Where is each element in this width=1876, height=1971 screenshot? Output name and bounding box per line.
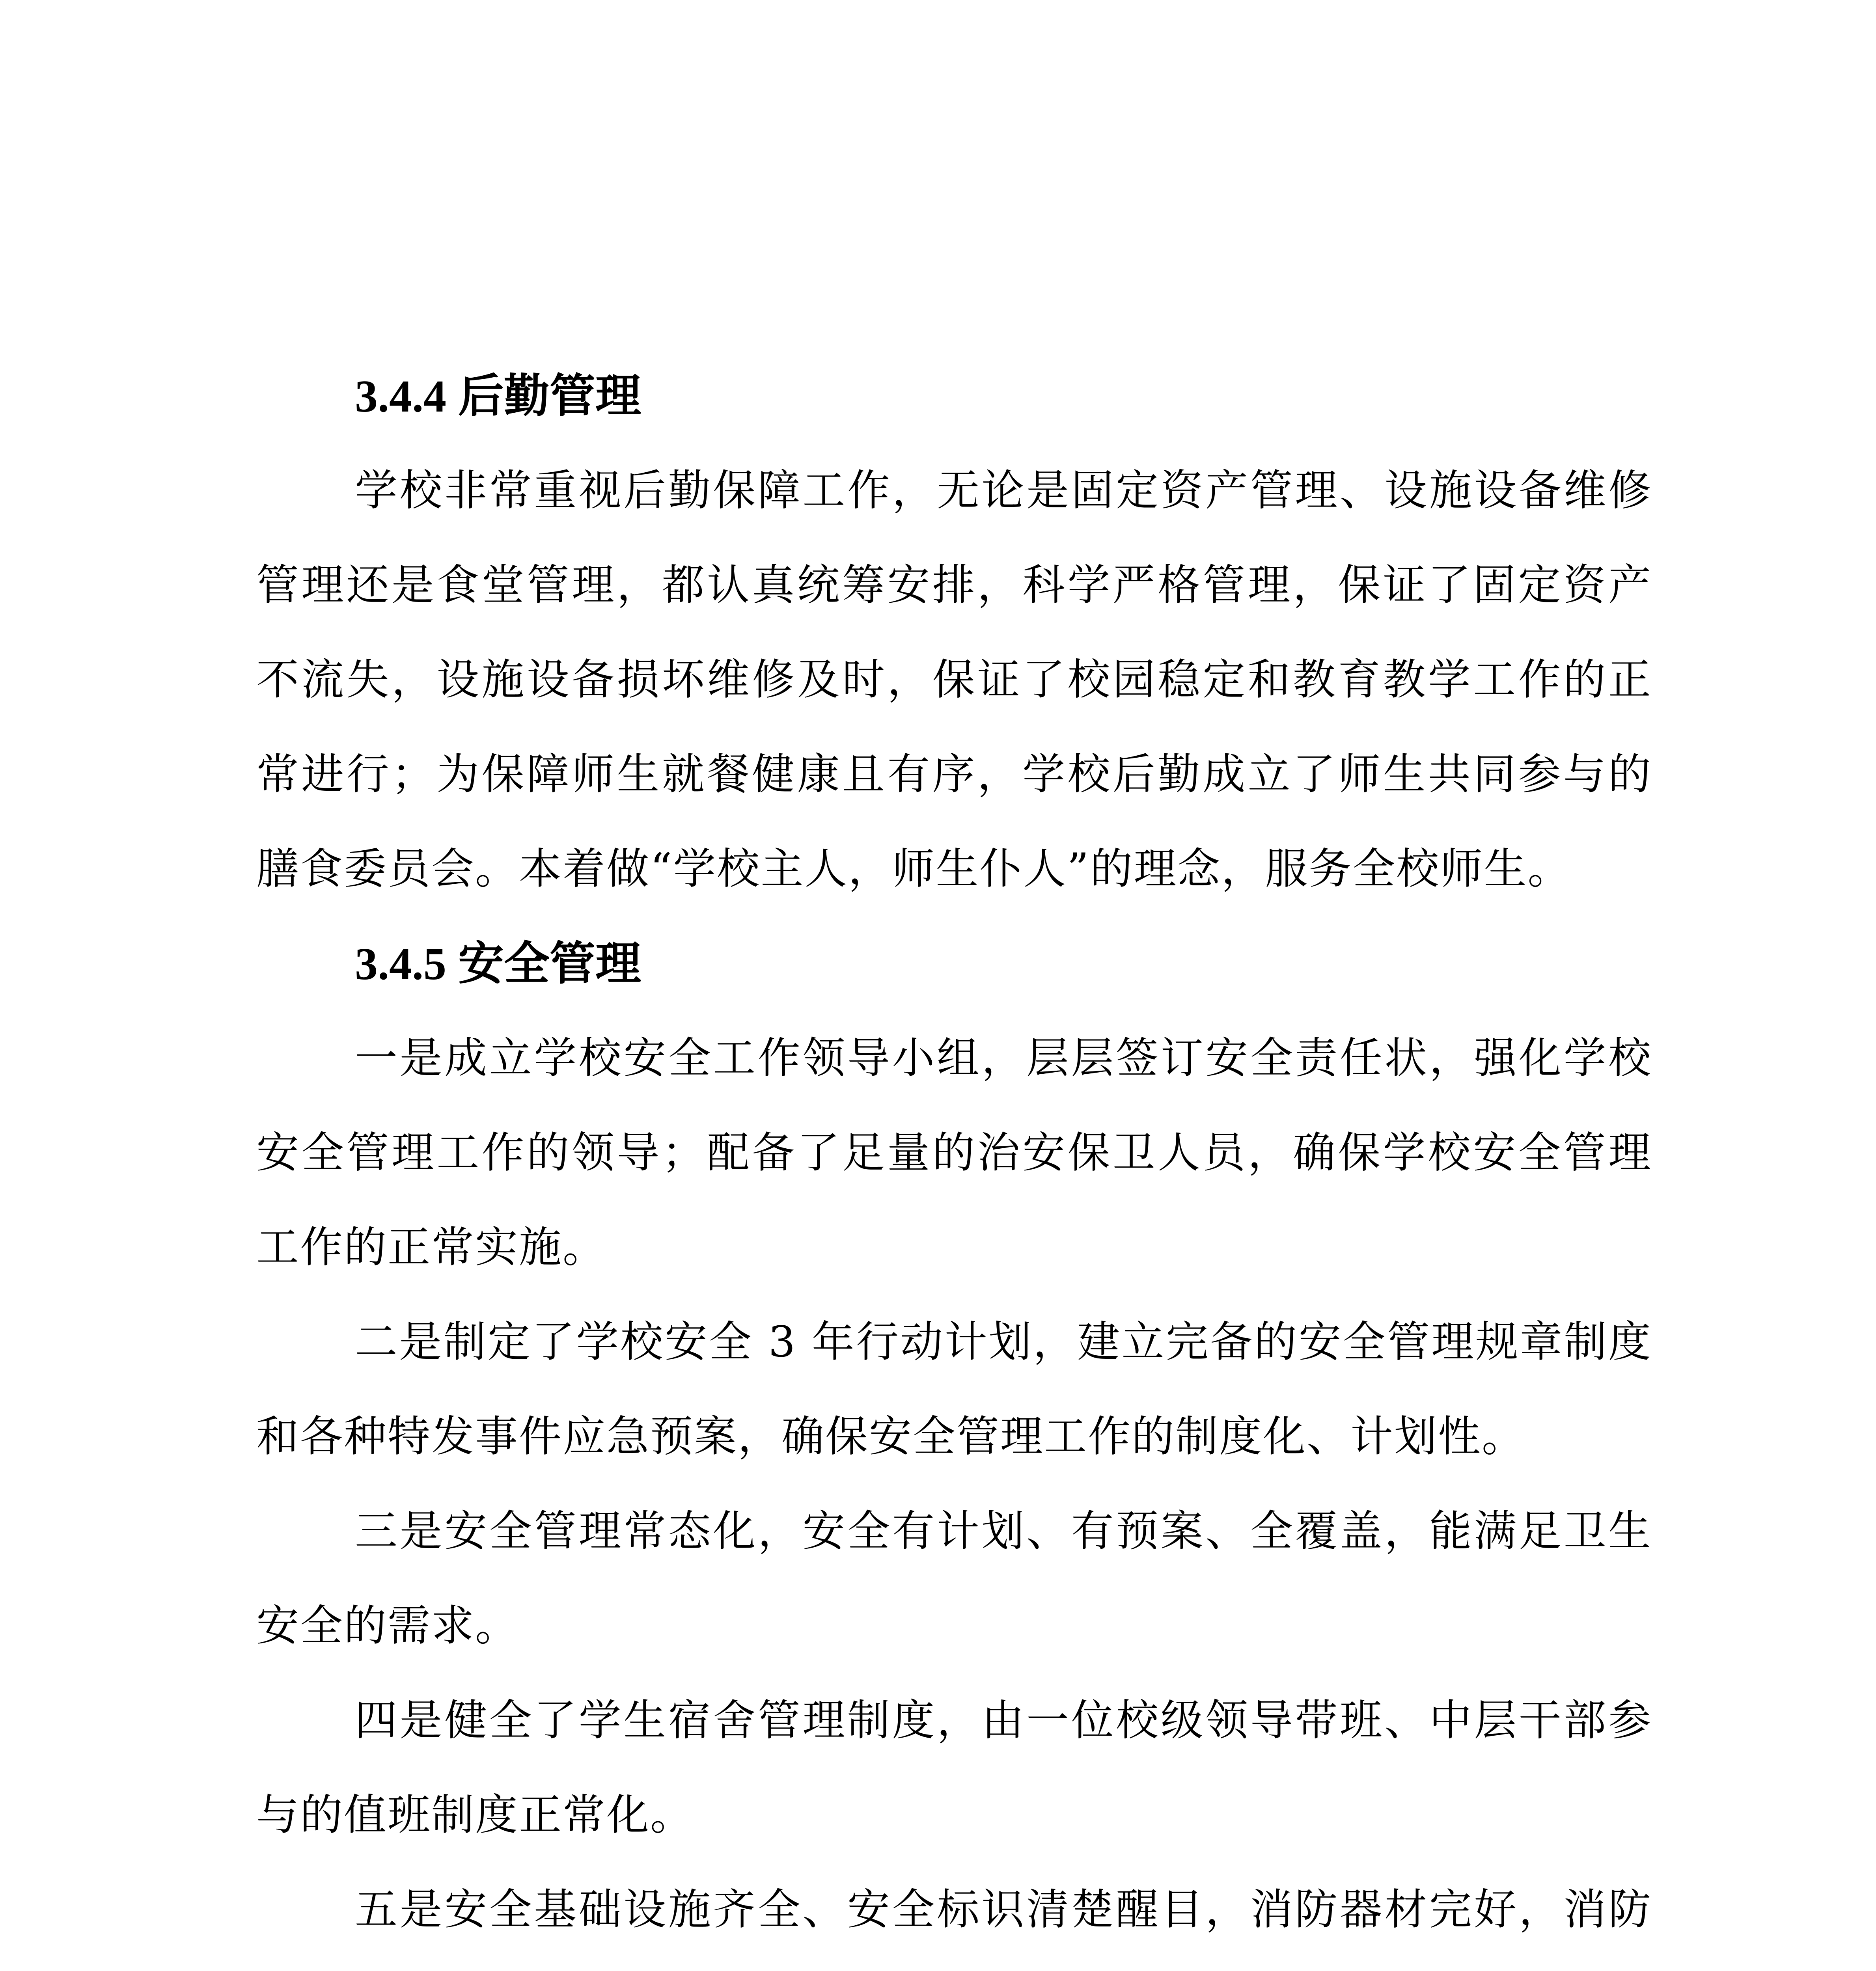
paragraph: 五是安全基础设施齐全、安全标识清楚醒目，消防器材完好，消防 bbox=[355, 1885, 1652, 1934]
section-title: 后勤管理 bbox=[458, 369, 641, 423]
paragraph: 三是安全管理常态化，安全有计划、有预案、全覆盖，能满足卫生安全的需求。 bbox=[256, 1507, 1652, 1651]
section-heading-3-4-4 bbox=[256, 349, 1652, 443]
paragraph: 四是健全了学生宿舍管理制度，由一位校级领导带班、中层干部参与的值班制度正常化。 bbox=[256, 1696, 1652, 1840]
page-content bbox=[256, 349, 1652, 1971]
section-number: 3.4.5 bbox=[355, 939, 446, 989]
paragraph: 一是成立学校安全工作领导小组，层层签订安全责任状，强化学校安全管理工作的领导；配备了足量的治安保卫人员，确保学校安全管理工作的正常实施。 bbox=[256, 1034, 1652, 1272]
paragraph: 二是制定了学校安全 3 年行动计划，建立完备的安全管理规章制度和各种特发事件应急预案，确保安全管理工作的制度化、计划性。 bbox=[256, 1317, 1652, 1461]
section-title: 安全管理 bbox=[458, 937, 641, 990]
section-heading-3-4-5 bbox=[256, 917, 1652, 1011]
paragraph: 学校非常重视后勤保障工作，无论是固定资产管理、设施设备维修管理还是食堂管理，都认真统筹安排，科学严格管理，保证了固定资产不流失，设施设备损坏维修及时，保证了校园稳定和教育教学工作的正常进行；为保障师生就餐健康且有序，学校后勤成立了师生共同参与的膳食委员会。本着做“学校主人，师生仆人”的理念，服务全校师生。 bbox=[256, 466, 1652, 894]
section-number: 3.4.4 bbox=[355, 371, 446, 422]
